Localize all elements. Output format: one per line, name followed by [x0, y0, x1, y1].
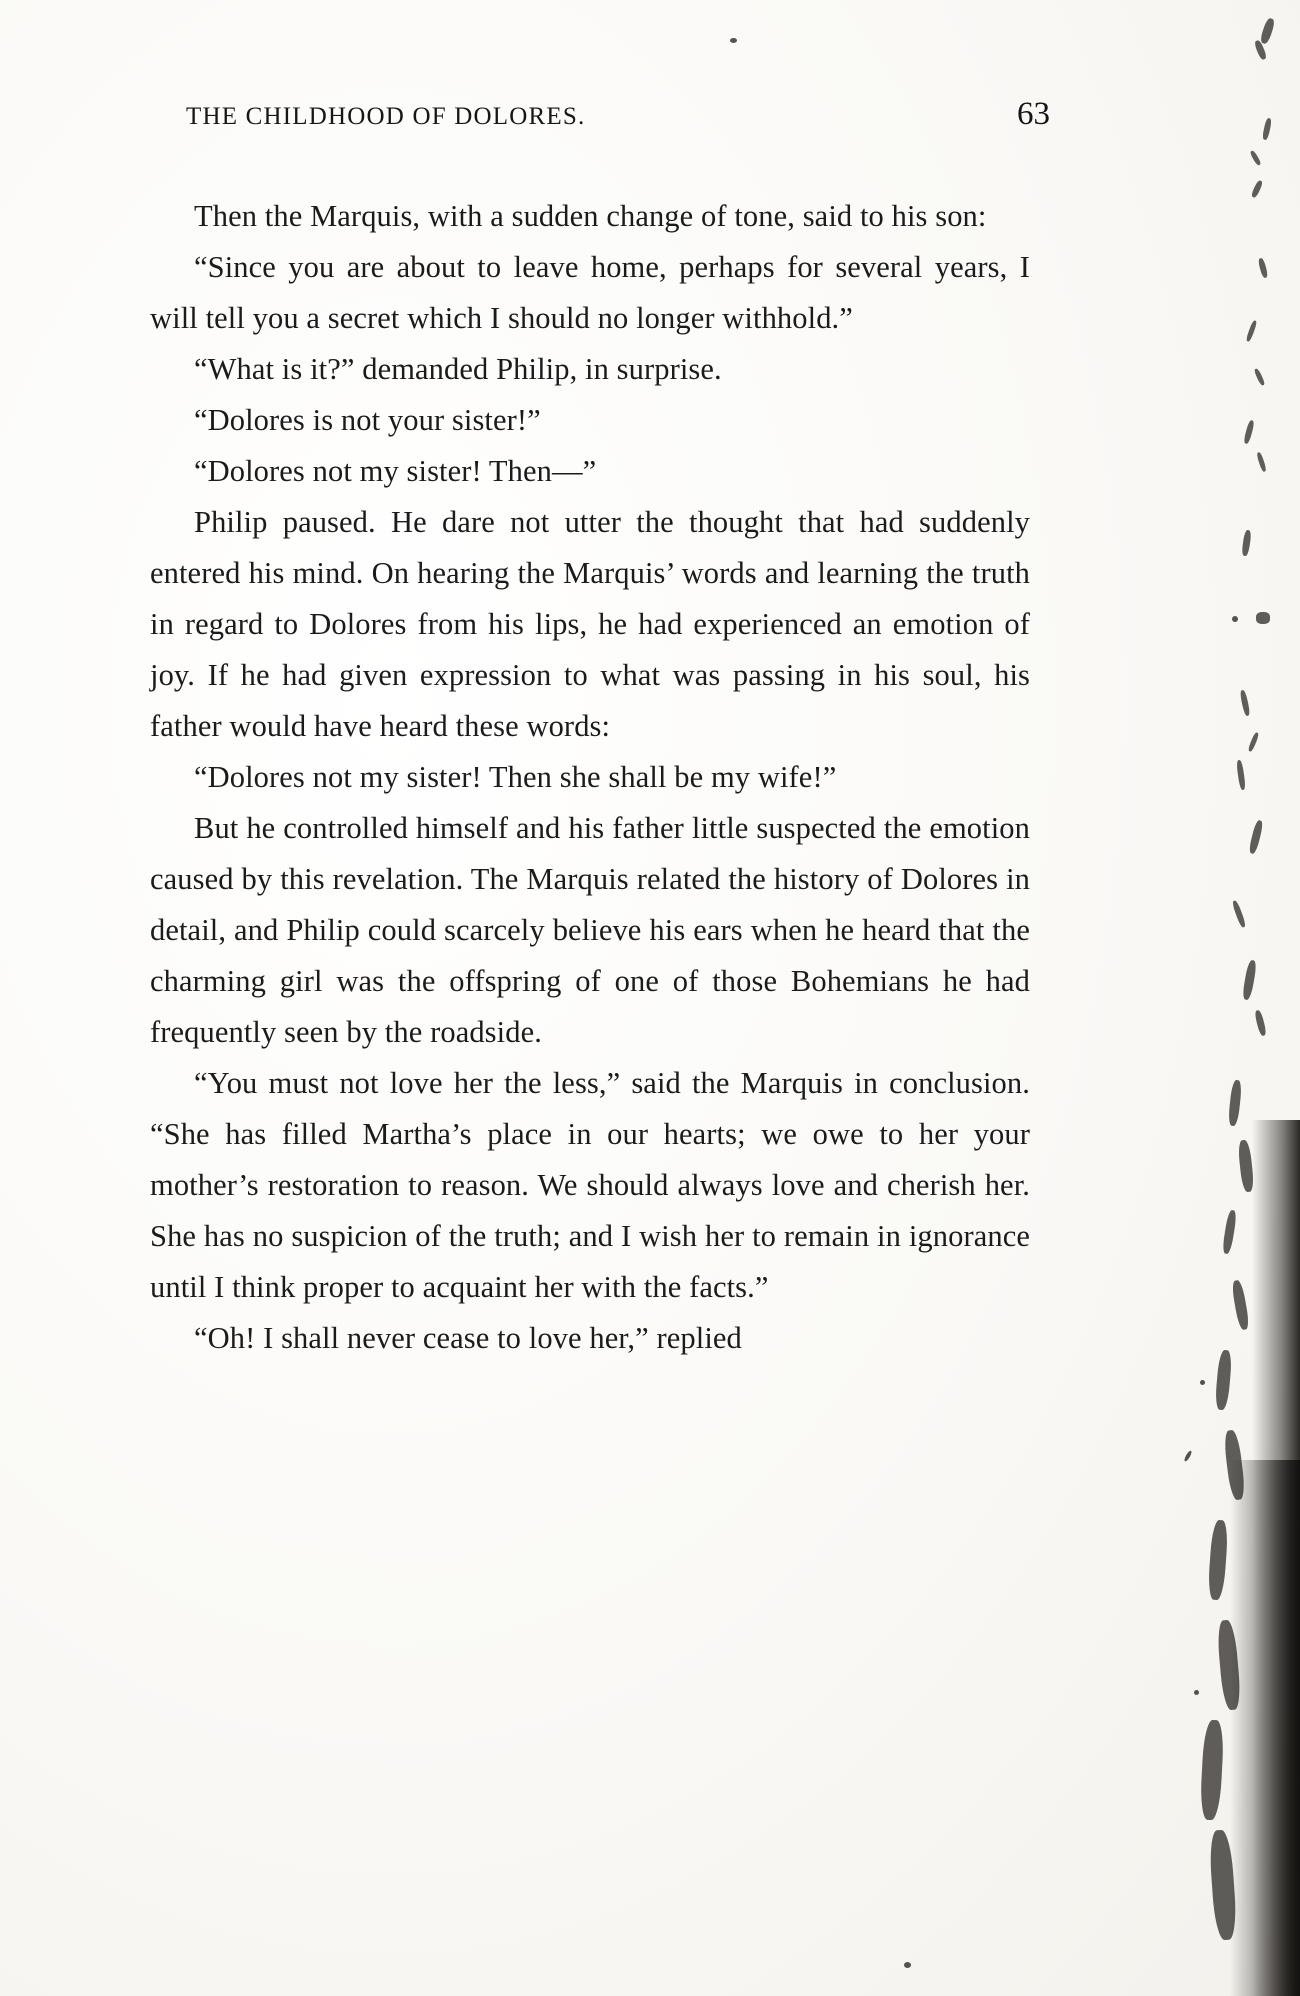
- body-text: [150, 191, 1030, 1364]
- running-head-title: THE CHILDHOOD OF DOLORES.: [186, 103, 586, 130]
- paragraph: But he controlled himself and his father little suspected the emotion caused by this revelation. The Marquis related the history of Dolores in detail, and Philip could scarcely believe his ears when he heard that the charming girl was the offspring of one of those Bohemians he had frequently seen by the roadside.: [150, 811, 1030, 1049]
- paragraph: Philip paused. He dare not utter the thought that had suddenly entered his mind. On hearing the Marquis’ words and learning the truth in regard to Dolores from his lips, he had experienced an emotion of joy. If he had given expression to what was passing in his soul, his father would have heard these words:: [150, 505, 1030, 743]
- paragraph: “Dolores not my sister! Then she shall be my wife!”: [194, 760, 837, 794]
- scan-speck: [904, 1962, 911, 1968]
- scan-speck: [1194, 1690, 1199, 1695]
- paragraph: “Dolores is not your sister!”: [194, 403, 541, 437]
- scan-speck: [1232, 616, 1238, 622]
- page-number: 63: [1017, 96, 1050, 132]
- scan-speck: [1200, 1380, 1205, 1385]
- paragraph: “Oh! I shall never cease to love her,” replied: [194, 1321, 742, 1355]
- paragraph: “Since you are about to leave home, perhaps for several years, I will tell you a secret which I should no longer withhold.”: [150, 250, 1030, 335]
- paragraph: “What is it?” demanded Philip, in surprise.: [194, 352, 722, 386]
- page-content: [150, 96, 1180, 1364]
- paragraph: “You must not love her the less,” said the Marquis in conclusion. “She has filled Martha’s place in our hearts; we owe to her your mother’s restoration to reason. We should always love and cherish her. She has no suspicion of the truth; and I wish her to remain in ignorance until I think proper to acquaint her with the facts.”: [150, 1066, 1030, 1304]
- paragraph: “Dolores not my sister! Then—”: [194, 454, 597, 488]
- running-head: [150, 96, 1050, 133]
- paragraph: Then the Marquis, with a sudden change of tone, said to his son:: [194, 199, 987, 233]
- scan-speck: [730, 38, 737, 43]
